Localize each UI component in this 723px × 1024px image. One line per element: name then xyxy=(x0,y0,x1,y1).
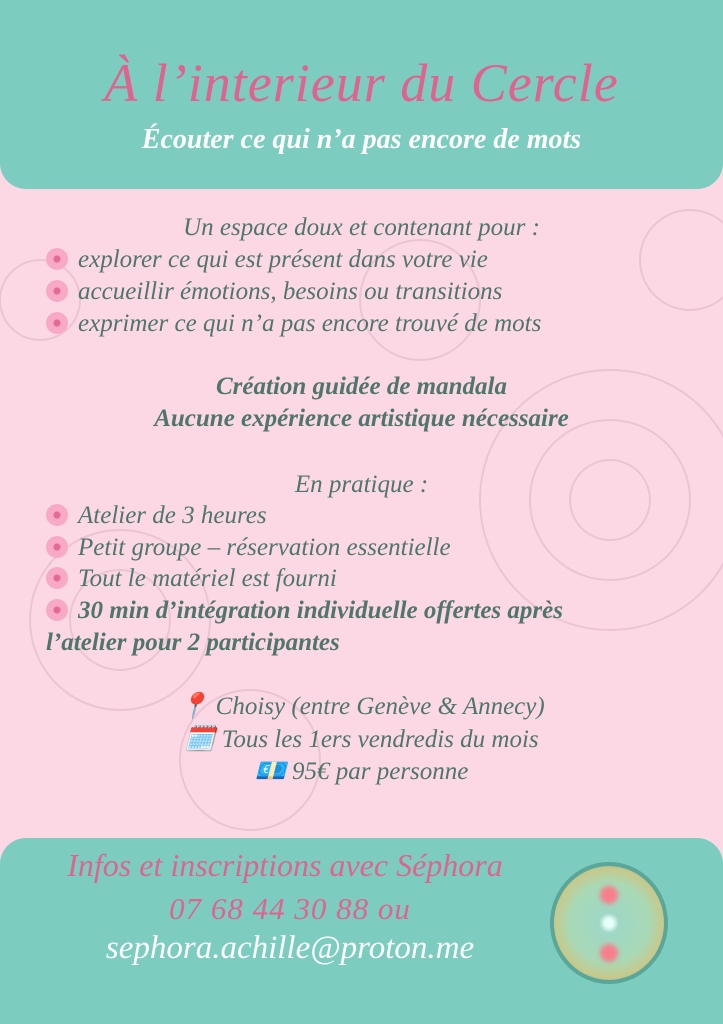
contact-heading: Infos et inscriptions avec Séphora xyxy=(67,847,503,883)
schedule: 🗓️ Tous les 1ers vendredis du mois xyxy=(184,726,539,753)
list-item-text: Atelier de 3 heures xyxy=(78,502,267,529)
email-link[interactable]: sephora.achille@proton.me xyxy=(105,930,475,966)
list-item-text: 30 min d’intégration individuelle offertes après xyxy=(78,597,563,624)
list-item xyxy=(46,565,337,593)
subtitle: Écouter ce qui n’a pas encore de mots xyxy=(141,124,582,155)
ouroboros-logo-icon xyxy=(550,862,668,984)
list-item xyxy=(46,597,563,625)
list-item-text: Tout le matériel est fourni xyxy=(78,565,337,592)
list-item xyxy=(46,310,541,338)
location: 📍 Choisy (entre Genève & Annecy) xyxy=(178,693,545,720)
list-item xyxy=(46,534,451,562)
list-item-text: explorer ce qui est présent dans votre vie xyxy=(78,246,488,273)
flower-bullet-icon xyxy=(46,280,68,302)
flower-bullet-icon xyxy=(46,248,68,270)
flower-bullet-icon xyxy=(46,504,68,526)
list-item-text: Petit groupe – réservation essentielle xyxy=(78,534,451,561)
page-title: À l’interieur du Cercle xyxy=(104,53,619,113)
phone-number[interactable]: 07 68 44 30 88 ou xyxy=(169,891,411,926)
flower-bullet-icon xyxy=(46,599,68,621)
list-item xyxy=(46,502,267,530)
flower-bullet-icon xyxy=(46,567,68,589)
flower-bullet-icon xyxy=(46,536,68,558)
intro-heading: Un espace doux et contenant pour : xyxy=(183,214,540,241)
list-item xyxy=(46,246,488,274)
list-item xyxy=(46,278,502,306)
price: 💶 95€ par personne xyxy=(254,758,469,785)
highlight-line-2: Aucune expérience artistique nécessaire xyxy=(154,405,569,432)
list-item-text: accueillir émotions, besoins ou transitions xyxy=(78,278,503,305)
flower-bullet-icon xyxy=(46,312,68,334)
highlight-line-1: Création guidée de mandala xyxy=(216,373,507,400)
list-item-text: exprimer ce qui n’a pas encore trouvé de mots xyxy=(78,310,542,337)
practical-heading: En pratique : xyxy=(294,471,429,498)
list-item-continuation: l’atelier pour 2 participantes xyxy=(46,629,340,656)
